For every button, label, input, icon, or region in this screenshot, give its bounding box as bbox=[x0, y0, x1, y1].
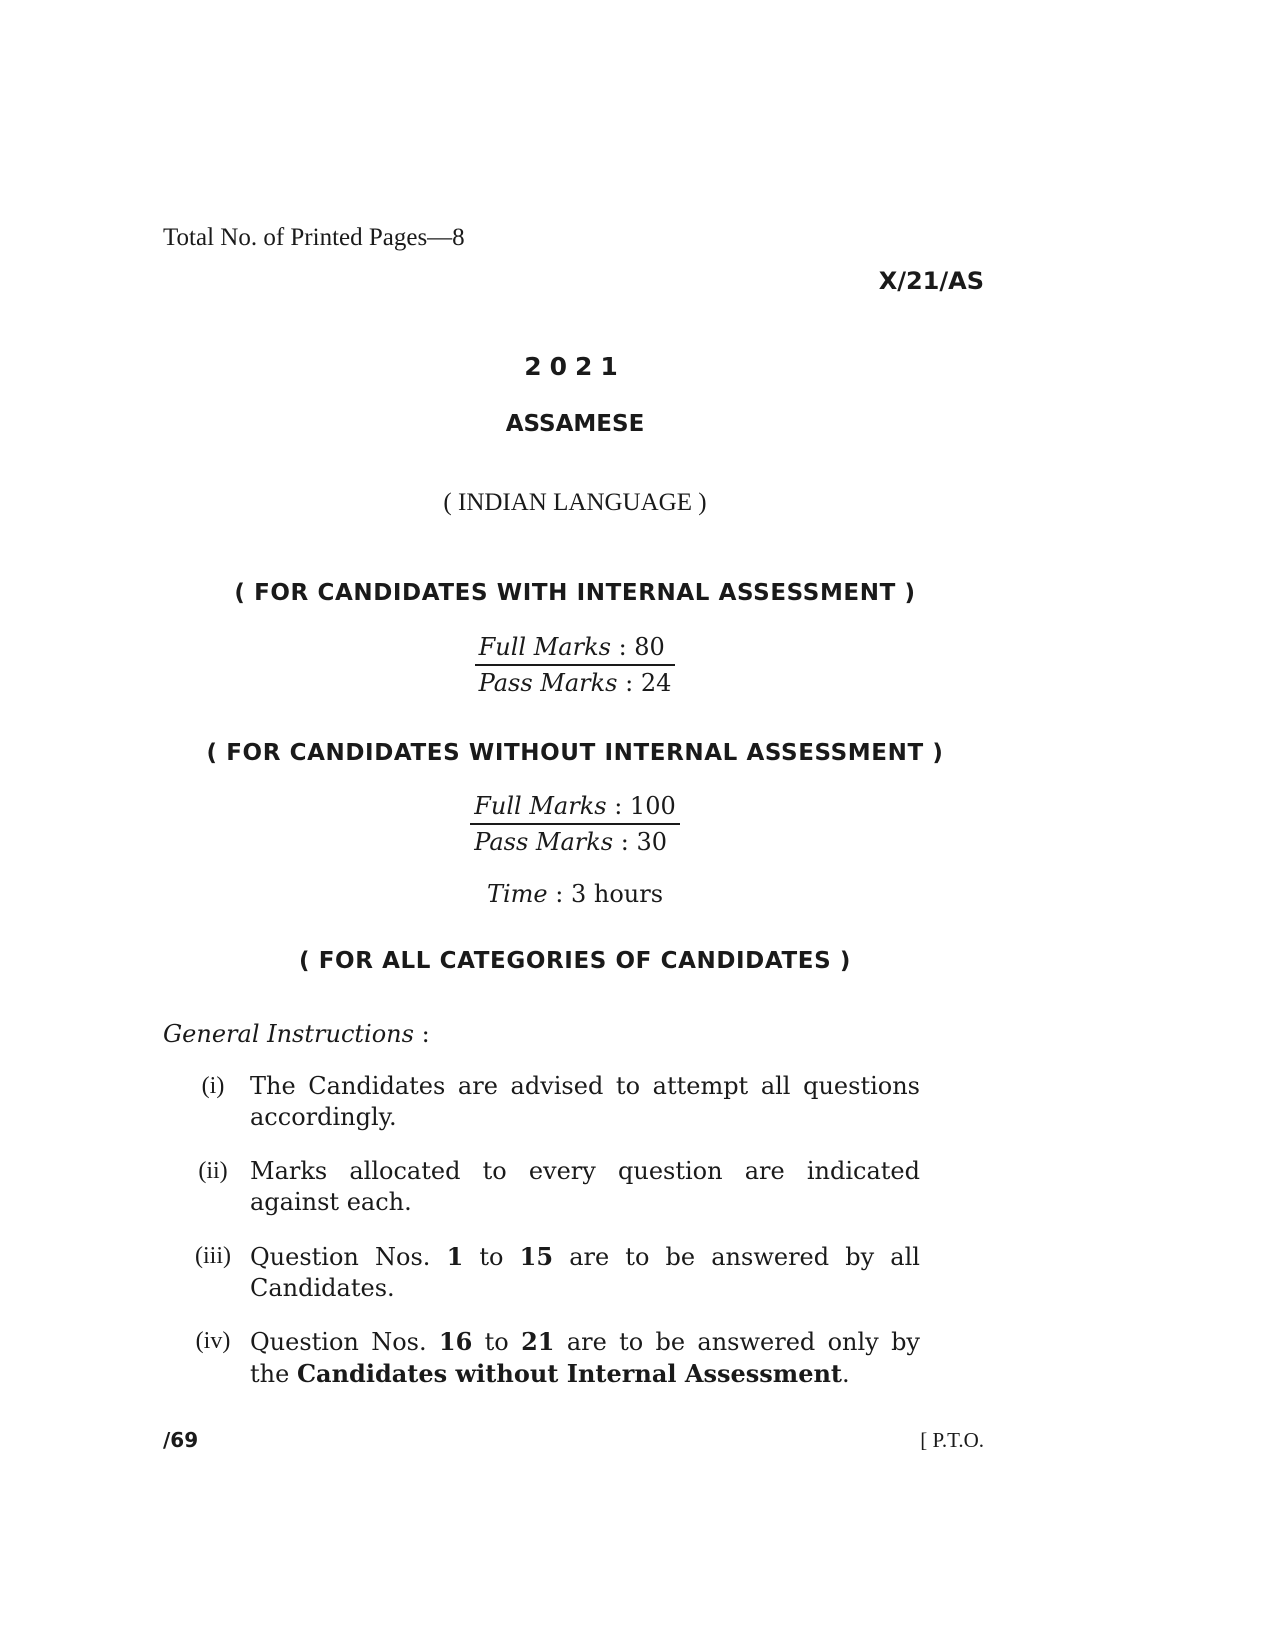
full-marks-label: Full Marks bbox=[478, 633, 611, 661]
marks-block-without-ia bbox=[0, 789, 1150, 859]
instruction-text: Marks allocated to every question are indicated against each. bbox=[250, 1157, 920, 1216]
exam-year: 2021 bbox=[524, 352, 626, 381]
section-heading-all-categories: ( FOR ALL CATEGORIES OF CANDIDATES ) bbox=[299, 948, 851, 974]
question-number: 15 bbox=[519, 1242, 554, 1271]
section-heading-with-ia: ( FOR CANDIDATES WITH INTERNAL ASSESSMENT ) bbox=[234, 580, 916, 606]
full-marks-row: Full Marks : 80 bbox=[475, 630, 676, 666]
instruction-text: The Candidates are advised to attempt all questions accordingly. bbox=[250, 1072, 920, 1131]
pass-marks-row: Pass Marks : 30 bbox=[474, 828, 668, 856]
full-marks-row: Full Marks : 100 bbox=[470, 789, 679, 825]
instruction-text-part: Question Nos. bbox=[250, 1243, 431, 1271]
section-heading-without-ia: ( FOR CANDIDATES WITHOUT INTERNAL ASSESSMENT ) bbox=[206, 740, 944, 766]
instruction-text-part: . bbox=[842, 1360, 850, 1388]
instruction-number: (iv) bbox=[195, 1328, 231, 1354]
subject-subtitle: ( INDIAN LANGUAGE ) bbox=[443, 489, 707, 516]
instruction-text-part: to bbox=[479, 1243, 504, 1271]
instruction-number: (i) bbox=[201, 1073, 225, 1099]
instruction-text bbox=[250, 1326, 920, 1390]
time-allowed: Time : 3 hours bbox=[486, 880, 664, 908]
instruction-text-part: Question Nos. bbox=[250, 1328, 427, 1356]
question-number: 21 bbox=[521, 1327, 555, 1356]
marks-block-with-ia bbox=[0, 630, 1150, 700]
pass-marks-value: 24 bbox=[640, 669, 672, 697]
pass-marks-label: Pass Marks bbox=[478, 669, 618, 697]
general-instructions-label: General Instructions bbox=[163, 1020, 414, 1048]
candidate-category: Candidates without Internal Assessment bbox=[296, 1359, 843, 1388]
paper-code: X/21/AS bbox=[878, 267, 984, 295]
page-code: /69 bbox=[163, 1428, 199, 1452]
pass-marks-label: Pass Marks bbox=[474, 828, 614, 856]
question-number: 16 bbox=[438, 1327, 473, 1356]
time-value: 3 hours bbox=[570, 880, 664, 908]
full-marks-value: 80 bbox=[634, 633, 665, 661]
subject-title: ASSAMESE bbox=[505, 411, 645, 437]
pass-marks-value: 30 bbox=[636, 828, 668, 856]
full-marks-value: 100 bbox=[629, 792, 676, 820]
instruction-number: (iii) bbox=[195, 1243, 231, 1269]
instruction-text-part: are to be answered by all Candidates. bbox=[250, 1243, 920, 1302]
question-number: 1 bbox=[446, 1242, 464, 1271]
full-marks-label: Full Marks bbox=[474, 792, 607, 820]
instruction-text-part: to bbox=[484, 1328, 509, 1356]
instruction-text-part: are to be answered only by the bbox=[250, 1328, 920, 1388]
time-label: Time bbox=[486, 880, 548, 908]
instruction-text bbox=[250, 1241, 920, 1304]
general-instructions-heading: General Instructions : bbox=[163, 1020, 430, 1048]
instruction-number: (ii) bbox=[198, 1158, 228, 1184]
pto-note: [ P.T.O. bbox=[920, 1428, 984, 1452]
pass-marks-row: Pass Marks : 24 bbox=[478, 669, 672, 697]
total-printed-pages: Total No. of Printed Pages—8 bbox=[163, 224, 465, 251]
